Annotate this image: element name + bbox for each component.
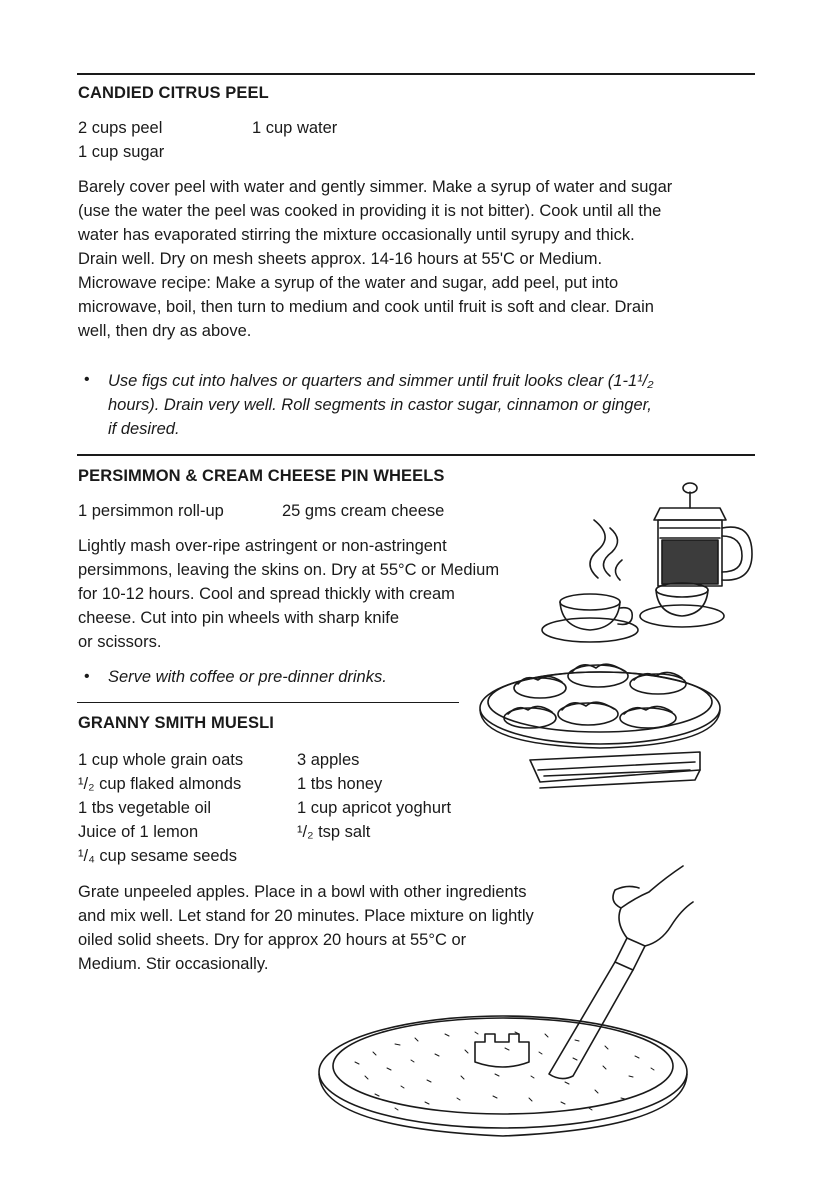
muesli-title: GRANNY SMITH MUESLI xyxy=(78,714,274,732)
method-line: microwave, boil, then turn to medium and cook until fruit is soft and clear. Drain xyxy=(78,298,654,316)
bullet-icon: • xyxy=(84,668,90,685)
candied-tip xyxy=(108,369,654,441)
muesli-ingredient: 1 cup whole grain oats xyxy=(78,751,244,769)
persimmon-ingredient: 25 gms cream cheese xyxy=(282,502,445,520)
method-line: Drain well. Dry on mesh sheets approx. 14-16 hours at 55'C or Medium. xyxy=(78,250,603,268)
tip-line: hours). Drain very well. Roll segments in castor sugar, cinnamon or ginger, xyxy=(108,396,652,414)
napkin-icon xyxy=(530,752,700,782)
method-line: well, then dry as above. xyxy=(78,322,252,340)
persimmon-tip: Serve with coffee or pre-dinner drinks. xyxy=(108,668,387,686)
method-line: or scissors. xyxy=(78,633,162,651)
bullet-icon: • xyxy=(84,371,90,388)
tip-line: Use figs cut into halves or quarters and simmer until fruit looks clear (1-1¹/₂ xyxy=(108,372,654,390)
pin-wheel-icon xyxy=(504,664,686,728)
cup-icon xyxy=(560,602,620,630)
tip-line: if desired. xyxy=(108,420,180,438)
tray-icon xyxy=(319,1016,687,1128)
hand-icon xyxy=(613,866,693,946)
section-rule xyxy=(77,702,459,703)
muesli-ingredients-right xyxy=(297,748,451,844)
method-line: Lightly mash over-ripe astringent or non-astringent xyxy=(78,537,447,555)
candied-ingredient: 1 cup water xyxy=(252,119,338,137)
muesli-ingredient: ¹/₄ cup sesame seeds xyxy=(78,847,237,865)
muesli-ingredient: ¹/₂ tsp salt xyxy=(297,823,371,841)
muesli-ingredient: 3 apples xyxy=(297,751,360,769)
method-line: oiled solid sheets. Dry for approx 20 hours at 55°C or xyxy=(78,931,467,949)
method-line: water has evaporated stirring the mixture occasionally until syrupy and thick. xyxy=(78,226,635,244)
muesli-ingredient: 1 cup apricot yoghurt xyxy=(297,799,452,817)
method-line: and mix well. Let stand for 20 minutes. Place mixture on lightly xyxy=(78,907,534,925)
muesli-ingredient: Juice of 1 lemon xyxy=(78,823,199,841)
method-line: Microwave recipe: Make a syrup of the water and sugar, add peel, put into xyxy=(78,274,619,292)
candied-ingredient: 1 cup sugar xyxy=(78,143,165,161)
muesli-ingredient: 1 tbs honey xyxy=(297,775,383,793)
persimmon-title: PERSIMMON & CREAM CHEESE PIN WHEELS xyxy=(78,467,445,485)
coffee-platter-illustration xyxy=(470,470,770,810)
muesli-texture xyxy=(355,1032,654,1110)
method-line: Barely cover peel with water and gently simmer. Make a syrup of water and sugar xyxy=(78,178,673,196)
muesli-ingredients-left xyxy=(78,748,243,868)
cutter-icon xyxy=(475,1034,529,1067)
coffee-plunger-icon xyxy=(654,483,752,586)
method-line: for 10-12 hours. Cool and spread thickly with cream xyxy=(78,585,455,603)
candied-ingredient: 2 cups peel xyxy=(78,119,163,137)
steam-icon xyxy=(590,520,622,580)
section-rule xyxy=(77,454,755,456)
method-line: (use the water the peel was cooked in providing it is not bitter). Cook until all the xyxy=(78,202,662,220)
persimmon-ingredient: 1 persimmon roll-up xyxy=(78,502,224,520)
muesli-ingredient: ¹/₂ cup flaked almonds xyxy=(78,775,242,793)
method-line: cheese. Cut into pin wheels with sharp knife xyxy=(78,609,400,627)
persimmon-method xyxy=(78,534,499,654)
method-line: Grate unpeeled apples. Place in a bowl with other ingredients xyxy=(78,883,527,901)
method-line: Medium. Stir occasionally. xyxy=(78,955,269,973)
muesli-tray-illustration xyxy=(315,862,695,1144)
top-rule xyxy=(77,73,755,75)
method-line: persimmons, leaving the skins on. Dry at 55°C or Medium xyxy=(78,561,500,579)
cup-icon xyxy=(656,590,708,616)
candied-title: CANDIED CITRUS PEEL xyxy=(78,84,269,102)
muesli-ingredient: 1 tbs vegetable oil xyxy=(78,799,212,817)
candied-method xyxy=(78,175,672,343)
